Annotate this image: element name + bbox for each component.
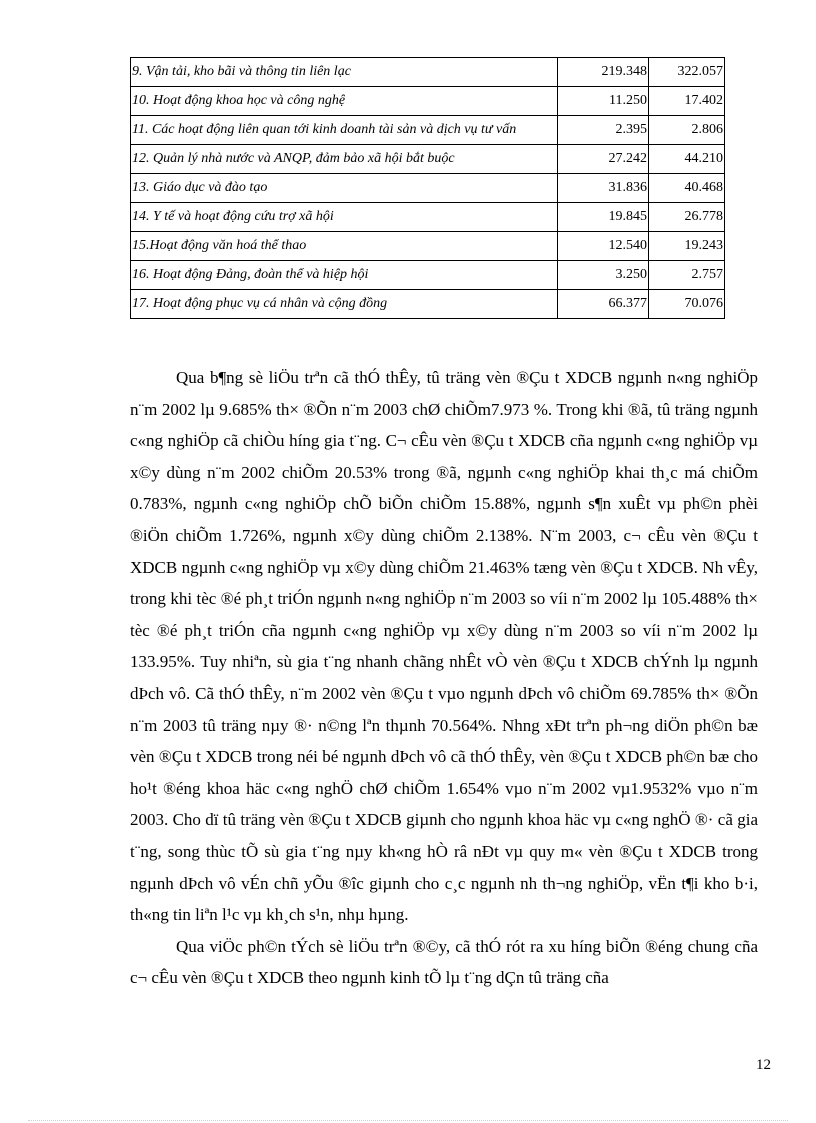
value-2003-cell: 44.210: [649, 145, 725, 174]
value-2002-cell: 2.395: [558, 116, 649, 145]
value-2003-cell: 322.057: [649, 58, 725, 87]
row-name-cell: 13. Giáo dục và đào tạo: [131, 174, 558, 203]
value-2003-cell: 17.402: [649, 87, 725, 116]
body-text: [130, 362, 758, 994]
row-name-cell: 12. Quản lý nhà nước và ANQP, đảm bảo xã hội bắt buộc: [131, 145, 558, 174]
row-name-cell: 10. Hoạt động khoa học và công nghệ: [131, 87, 558, 116]
value-2003-cell: 40.468: [649, 174, 725, 203]
row-name-cell: 11. Các hoạt động liên quan tới kinh doanh tài sản và dịch vụ tư vấn: [131, 116, 558, 145]
row-name-cell: 15.Hoạt động văn hoá thể thao: [131, 232, 558, 261]
table-row: [131, 174, 725, 203]
value-2002-cell: 11.250: [558, 87, 649, 116]
investment-table: [130, 57, 724, 319]
table-row: [131, 116, 725, 145]
footer-divider: [28, 1120, 788, 1121]
page-number: 12: [756, 1057, 771, 1073]
value-2003-cell: 26.778: [649, 203, 725, 232]
paragraph-2: Qua viÖc ph©n tÝch sè liÖu trªn ®©y, cã thÓ rót ra xu híng biÕn ®éng chung cña c¬ cÊu vèn ®Çu t XDCB theo ngµnh kinh tÕ lµ t¨ng dÇn tû träng cña: [130, 936, 758, 988]
value-2002-cell: 219.348: [558, 58, 649, 87]
paragraph-1: Qua b¶ng sè liÖu trªn cã thÓ thÊy, tû träng vèn ®Çu t XDCB ngµnh n«ng nghiÖp n¨m 2002 lµ 9.685% th× ®Õn n¨m 2003 chØ chiÕm7.973 %. Trong khi ®ã, tû träng ngµnh c«ng nghiÖp cã chiÒu híng gia t¨ng. C¬ cÊu vèn ®Çu t XDCB cña ngµnh c«ng nghiÖp vµ x©y dùng n¨m 2002 chiÕm 20.53% trong ®ã, ngµnh c«ng nghiÖp khai th¸c má chiÕm 0.783%, ngµnh c«ng nghiÖp chÕ biÕn chiÕm 15.88%, ngµnh s¶n xuÊt vµ ph©n phèi ®iÖn chiÕm 1.726%, ngµnh x©y dùng chiÕm 2.138%. N¨m 2003, c¬ cÊu vèn ®Çu t XDCB ngµnh c«ng nghiÖp vµ x©y dùng chiÕm 21.463% tæng vèn ®Çu t XDCB. Nh vÊy, trong khi tèc ®é ph¸t triÓn ngµnh n«ng nghiÖp n¨m 2003 so víi n¨m 2002 lµ 105.488% th× tèc ®é ph¸t triÓn cña ngµnh c«ng nghiÖp vµ x©y dùng n¨m 2003 so víi n¨m 2002 lµ 133.95%. Tuy nhiªn, sù gia t¨ng nhanh chãng nhÊt vÒ vèn ®Çu t XDCB chÝnh lµ ngµnh dÞch vô. Cã thÓ thÊy, n¨m 2002 vèn ®Çu t vµo ngµnh dÞch vô chiÕm 69.785% th× ®Õn n¨m 2003 tû träng nµy ®· n©ng lªn thµnh 70.564%. Nhng xÐt trªn ph¬ng diÖn ph©n bæ vèn ®Çu t XDCB trong néi bé ngµnh dÞch vô cã thÓ thÊy, vèn ®Çu t XDCB ph©n bæ cho ho¹t ®éng khoa häc c«ng nghÖ chØ chiÕm 1.654% vµo n¨m 2002 vµ1.9532% vµo n¨m 2003. Cho dï tû träng vèn ®Çu t XDCB giµnh cho ngµnh khoa häc vµ c«ng nghÖ ®· cã gia t¨ng, song thùc tÕ sù gia t¨ng nµy kh«ng hÒ râ nÐt vµ quy m« vèn ®Çu t XDCB trong ngµnh dÞch vô vÉn chñ yÕu ®îc giµnh cho c¸c ngµnh nh th¬ng nghiÖp, vËn t¶i kho b·i, th«ng tin liªn l¹c vµ kh¸ch s¹n, nhµ hµng.: [130, 368, 758, 925]
table-row: [131, 145, 725, 174]
row-name-cell: 17. Hoạt động phục vụ cá nhân và cộng đồng: [131, 290, 558, 319]
table-row: [131, 261, 725, 290]
row-name-cell: 14. Y tế và hoạt động cứu trợ xã hội: [131, 203, 558, 232]
table-row: [131, 58, 725, 87]
row-name-cell: 16. Hoạt động Đảng, đoàn thể và hiệp hội: [131, 261, 558, 290]
table-row: [131, 87, 725, 116]
value-2002-cell: 3.250: [558, 261, 649, 290]
value-2003-cell: 2.757: [649, 261, 725, 290]
value-2003-cell: 19.243: [649, 232, 725, 261]
value-2003-cell: 70.076: [649, 290, 725, 319]
value-2002-cell: 27.242: [558, 145, 649, 174]
value-2002-cell: 31.836: [558, 174, 649, 203]
value-2002-cell: 12.540: [558, 232, 649, 261]
table-row: [131, 232, 725, 261]
value-2002-cell: 66.377: [558, 290, 649, 319]
value-2003-cell: 2.806: [649, 116, 725, 145]
table-row: [131, 203, 725, 232]
table-row: [131, 290, 725, 319]
row-name-cell: 9. Vận tải, kho bãi và thông tin liên lạc: [131, 58, 558, 87]
value-2002-cell: 19.845: [558, 203, 649, 232]
